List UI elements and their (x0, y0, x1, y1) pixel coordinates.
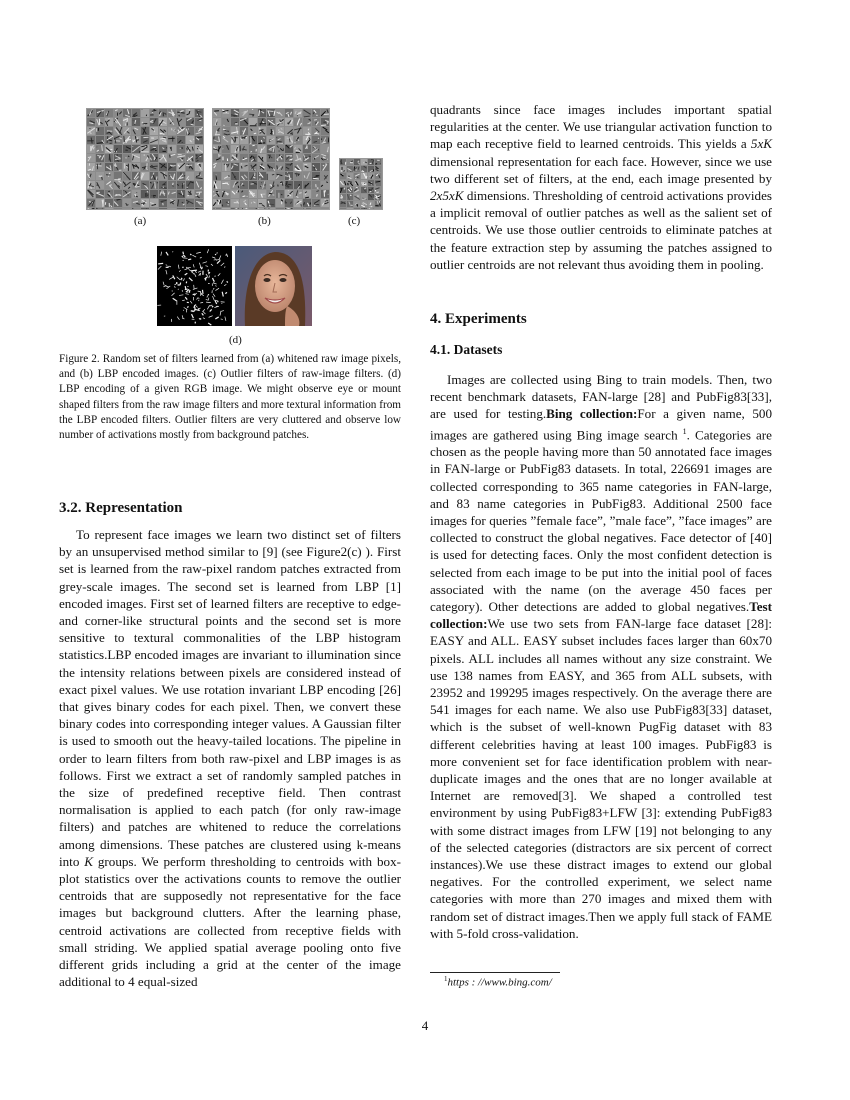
continued-text-part1: quadrants since face images includes important spatial regularities at the center. We use triangular activation function to map each receptive field to learned centroids. This yields a (430, 102, 772, 152)
representation-text-part2: groups. We perform thresholding to centroids with box-plot statistics over the activations counts to remove the outlier centroids that are supposedly not representative for the face images but background clutters. After the learning phase, centroid activations are collected from receptive fields with small striding. We applied spatial average pooling onto five different grids including a grid at the center of the image additional to 4 equal-sized (59, 853, 401, 990)
datasets-text-part2: For a given name, 500 images are gathered using Bing image search (430, 406, 772, 442)
continued-text-part3: dimensions. Thresholding of centroid activations provides a implicit removal of outlier patches as well as the salient set of centroids. We use those outlier centroids to eliminate patches at the feature extraction step by assuming the patches assigned to outlier centroids are not relevant thus avoiding them in pooling. (430, 188, 772, 272)
footnote-mark: 1 (444, 975, 448, 983)
figure-label-c: (c) (348, 215, 361, 227)
face-photo (235, 246, 312, 326)
representation-paragraph-continued (430, 101, 772, 273)
representation-paragraph (59, 526, 401, 990)
page-number: 4 (421, 1018, 429, 1033)
section-heading-experiments: 4. Experiments (430, 311, 527, 327)
lbp-encoded-face-image (157, 246, 232, 326)
math-var-k: K (84, 853, 93, 869)
representation-text-part1: To represent face images we learn two distinct set of filters by an unsupervised method similar to [9] (see Figure2(c) ). First set is learned from the raw-pixel random patches extracted from grey-scale images. The second set is learned from LBP [1] encoded images. First set of learned filters are receptive to edge- and corner-like structural points and the second set is more sensitive to textural commonalities of the LBP histogram statistics.LBP encoded images are invariant to illumination since the intensity relations between pixels are considered instead of exact pixel values. We use rotation invariant LBP encoding [26] that gives binary codes for each pixel. Then, we convert these binary codes into corresponding integer values. A Gaussian filter is used to smooth out the heavy-tailed locations. The pipeline in order to learn filters from both raw-pixel and LBP images is as follows. First we extract a set of randomly sampled patches in the size of predefined receptive field. Then contrast normalisation is applied to each patch (for only raw-image filters) and patches are whitened to reduce the correlations among dimensions. These patches are clustered using k-means into (59, 527, 401, 869)
continued-text-part2: dimensional representation for each face. However, since we use two different set of filters, at the end, each image presented by (430, 153, 772, 186)
footnote-reference: 1 (682, 426, 687, 436)
datasets-text-part4: We use two sets from FAN-large face dataset [28]: EASY and ALL. EASY subset includes faces larger than 60x70 pixels. ALL includes all names without any size constraint. We use 138 names from EASY, and 365 from ALL subsets, with 23952 and 199295 images respectively. On the average there are 541 images for each name. We also use PubFig83[33] dataset, which is the subset of well-known PugFig dataset with 83 different celebrities having at least 100 images. PubFig83 is more convenient set for face identification problem with near-duplicate images and the ones that are no longer available at Internet are removed[3]. We shaped a controlled test environment by using PubFig83+LFW [3]: extending PubFig83 with some distract images from LFW [19] not belonging to any of the selected categories (distractors are six percent of correct instances).We use these distract images to extend our global negatives. For the controlled experiment, we select name categories with more than 270 images and mixed them with random set of distract images.Then we apply full stack of FAME with 5-fold cross-validation. (430, 616, 772, 941)
figure-label-d: (d) (229, 334, 242, 346)
datasets-paragraph (430, 371, 772, 942)
footnote-url: https : //www.bing.com/ (447, 976, 552, 989)
footnote-rule (430, 972, 560, 973)
test-collection-label: Test collection: (430, 599, 772, 632)
filter-grid-lbp (212, 108, 330, 210)
datasets-text-part3: . Categories are chosen as the people having more than 50 annotated face images in FAN-large or PubFig83 datasets. In total, 226691 images are collected corresponding to 365 name categories in FAN-large, and 83 name categories in PubFig83. Additional 2500 face images for queries ”female face”, ”male face”, ”face images” are collected to construct the global negatives. Face detector of [40] is used for detecting faces. Only the most confident detection is selected from each image to be put into the initial pool of faces associated with the name (on the average 450 faces per category). Other detections are added to global negatives. (430, 426, 772, 614)
figure-caption: Figure 2. Random set of filters learned from (a) whitened raw image pixels, and (b) LBP encoded images. (c) Outlier filters of raw-image filters. (d) LBP encoding of a given RGB image. We might observe eye or mount shaped filters from the raw image filters and more textural information from the LBP encoded filters. Outlier filters are very cluttered and observe low number of activations mostly from background patches. (59, 353, 401, 442)
footnote (444, 975, 552, 989)
math-var-5xk: 5xK (750, 136, 772, 152)
datasets-text-part1: Images are collected using Bing to train models. Then, two recent benchmark datasets, FAN-large [28] and PubFig83[33], are used for testing. (430, 372, 772, 422)
filter-grid-raw (86, 108, 204, 210)
math-var-2x5xk: 2x5xK (430, 188, 464, 204)
bing-collection-label: Bing collection: (546, 406, 638, 422)
section-heading-representation: 3.2. Representation (59, 500, 183, 516)
figure-label-b: (b) (258, 215, 271, 227)
figure-label-a: (a) (134, 215, 147, 227)
subsection-heading-datasets: 4.1. Datasets (430, 342, 503, 357)
filter-grid-outlier (339, 158, 383, 210)
